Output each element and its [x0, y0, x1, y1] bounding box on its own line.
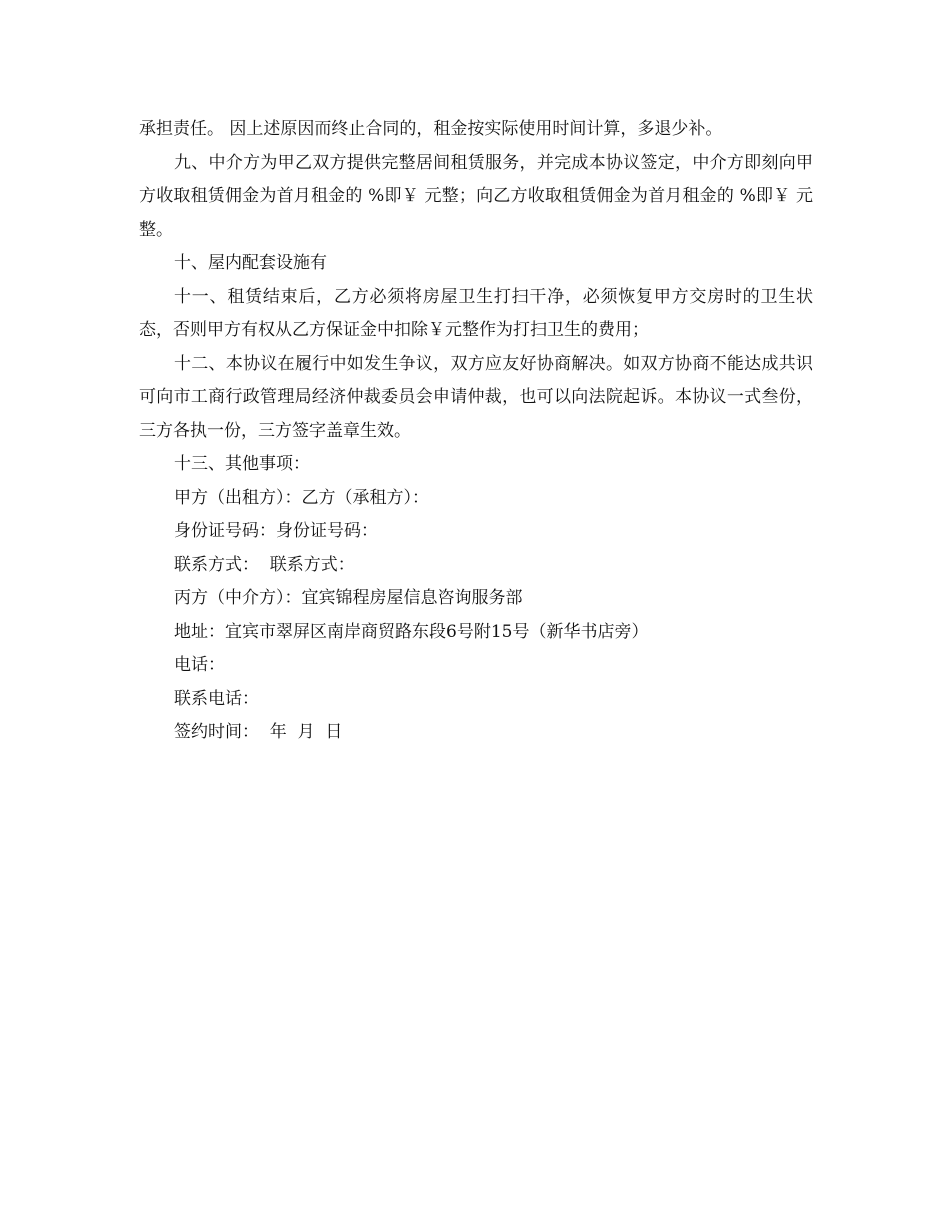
clause-10-facilities: 十、屋内配套设施有: [174, 253, 327, 273]
contact-phone-line: 联系电话：: [174, 688, 259, 709]
document-page: [139, 113, 813, 750]
agent-address-line: 地址：宜宾市翠屏区南岸商贸路东段6号附15号（新华书店旁）: [174, 621, 649, 642]
agent-phone-line: 电话：: [174, 655, 225, 675]
agent-party-line: 丙方（中介方）：宜宾锦程房屋信息咨询服务部: [174, 588, 523, 608]
signature-id-number-line: 身份证号码：身份证号码：: [174, 521, 378, 541]
clause-11-cleaning: 十一、租赁结束后，乙方必须将房屋卫生打扫干净，必须恢复甲方交房时的卫生状态，否则甲方有权从乙方保证金中扣除￥元整作为打扫卫生的费用；: [139, 286, 813, 340]
signing-date-line: 签约时间： 年 月 日: [174, 722, 343, 742]
signature-parties-line: 甲方（出租方）：乙方（承租方）：: [174, 487, 429, 508]
clause-13-other-matters: 十三、其他事项：: [174, 454, 310, 474]
clause-9-agent-commission: 九、中介方为甲乙双方提供完整居间租赁服务，并完成本协议签定，中介方即刻向甲方收取租赁佣金为首月租金的 %即￥ 元整；向乙方收取租赁佣金为首月租金的 %即￥ 元整。: [139, 152, 813, 240]
paragraph-continuation: 承担责任。 因上述原因而终止合同的，租金按实际使用时间计算，多退少补。: [139, 119, 723, 139]
signature-contact-line: 联系方式： 联系方式：: [174, 554, 355, 575]
clause-12-disputes: 十二、本协议在履行中如发生争议，双方应友好协商解决。如双方协商不能达成共识可向市工商行政管理局经济仲裁委员会申请仲裁，也可以向法院起诉。本协议一式叁份，三方各执一份，三方签字盖章生效。: [139, 353, 813, 441]
